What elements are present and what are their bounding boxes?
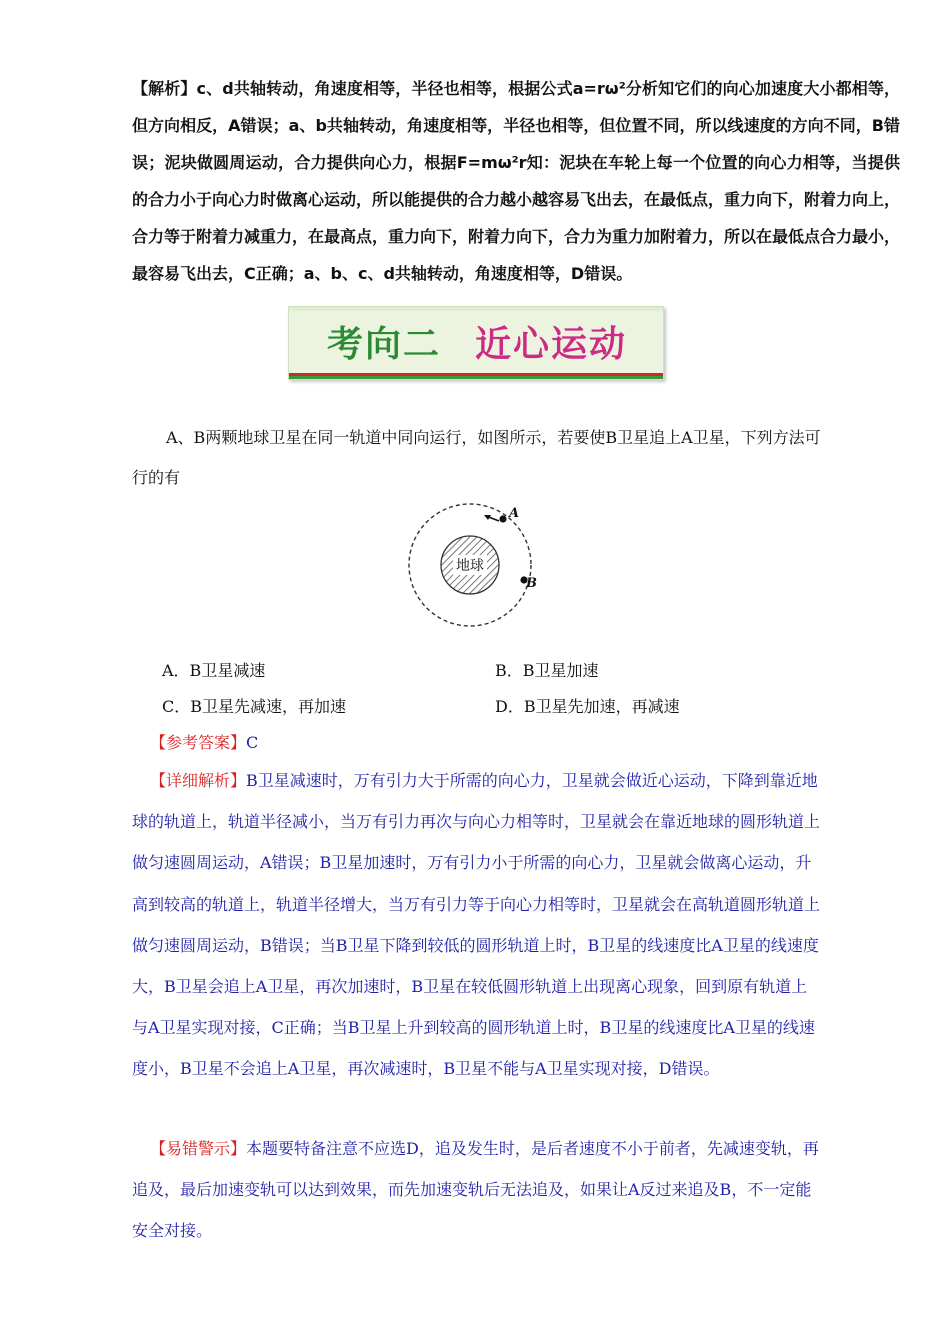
- option-b: B．B卫星加速: [495, 661, 599, 680]
- banner-title: [297, 319, 657, 363]
- satellite-b-label: B: [526, 576, 537, 591]
- option-c: C．B卫星先减速，再加速: [162, 697, 347, 716]
- orbit-diagram: [400, 500, 540, 640]
- earth-label: 地球: [456, 558, 484, 574]
- explanation-label: 【详细解析】: [150, 771, 247, 790]
- warning-label: 【易错警示】: [150, 1139, 247, 1158]
- error-warning: [132, 1128, 822, 1252]
- answer-label: 【参考答案】: [150, 733, 247, 752]
- banner-topic: 近心运动: [475, 323, 628, 365]
- banner-lead: 考向二: [326, 323, 441, 365]
- satellite-a: [499, 515, 506, 522]
- satellite-a-label: A: [509, 506, 520, 521]
- warning-text: 本题要特备注意不应选D，追及发生时，是后者速度不小于前者，先减速变轨，再追及，最后加速变轨可以达到效果，而先加速变轨后无法追及，如果让A反过来追及B，不一定能安全对接。: [132, 1139, 819, 1241]
- previous-analysis-text: c、d共轴转动，角速度相等，半径也相等，根据公式a=rω²分析知它们的向心加速度大小都相等，但方向相反，A错误；a、b共轴转动，角速度相等，半径也相等，但位置不同，所以线速度的方向不同，B错误；泥块做圆周运动，合力提供向心力，根据F=mω²r知：泥块在车轮上每一个位置的向心力相等，当提供的合力小于向心力时做离心运动，所以能提供的合力越小越容易飞出去，在最低点，重力向下，附着力向上，合力等于附着力减重力，在最高点，重力向下，附着力向下，合力为重力加附着力，所以在最低点合力最小，最容易飞出去，C正确；a、b、c、d共轴转动，角速度相等，D错误。: [132, 79, 901, 283]
- question-stem: A、B两颗地球卫星在同一轨道中同向运行，如图所示，若要使B卫星追上A卫星，下列方法可行的有: [132, 428, 821, 487]
- reference-answer: [150, 732, 258, 754]
- option-d: D．B卫星先加速，再减速: [495, 697, 680, 716]
- section-banner: [288, 306, 664, 380]
- explanation-text: B卫星减速时，万有引力大于所需的向心力，卫星就会做近心运动，下降到靠近地球的轨道上，轨道半径减小，当万有引力再次与向心力相等时，卫星就会在靠近地球的圆形轨道上做匀速圆周运动，A错误；B卫星加速时，万有引力小于所需的向心力，卫星就会做离心运动，升高到较高的轨道上，轨道半径增大，当万有引力等于向心力相等时，卫星就会在高轨道圆形轨道上做匀速圆周运动，B错误；当B卫星下降到较低的圆形轨道上时，B卫星的线速度比A卫星的线速度大，B卫星会追上A卫星，再次加速时，B卫星在较低圆形轨道上出现离心现象，回到原有轨道上与A卫星实现对接，C正确；当B卫星上升到较高的圆形轨道上时，B卫星的线速度比A卫星的线速度小，B卫星不会追上A卫星，再次减速时，B卫星不能与A卫星实现对接，D错误。: [132, 771, 821, 1079]
- detailed-explanation: [132, 760, 822, 1090]
- previous-analysis-tag: 【解析】: [132, 79, 197, 98]
- banner-top-stripe: [289, 307, 663, 311]
- answer-value: C: [246, 733, 259, 752]
- banner-green-rule: [289, 376, 663, 379]
- option-a: A．B卫星减速: [162, 661, 266, 680]
- previous-analysis: [132, 70, 900, 292]
